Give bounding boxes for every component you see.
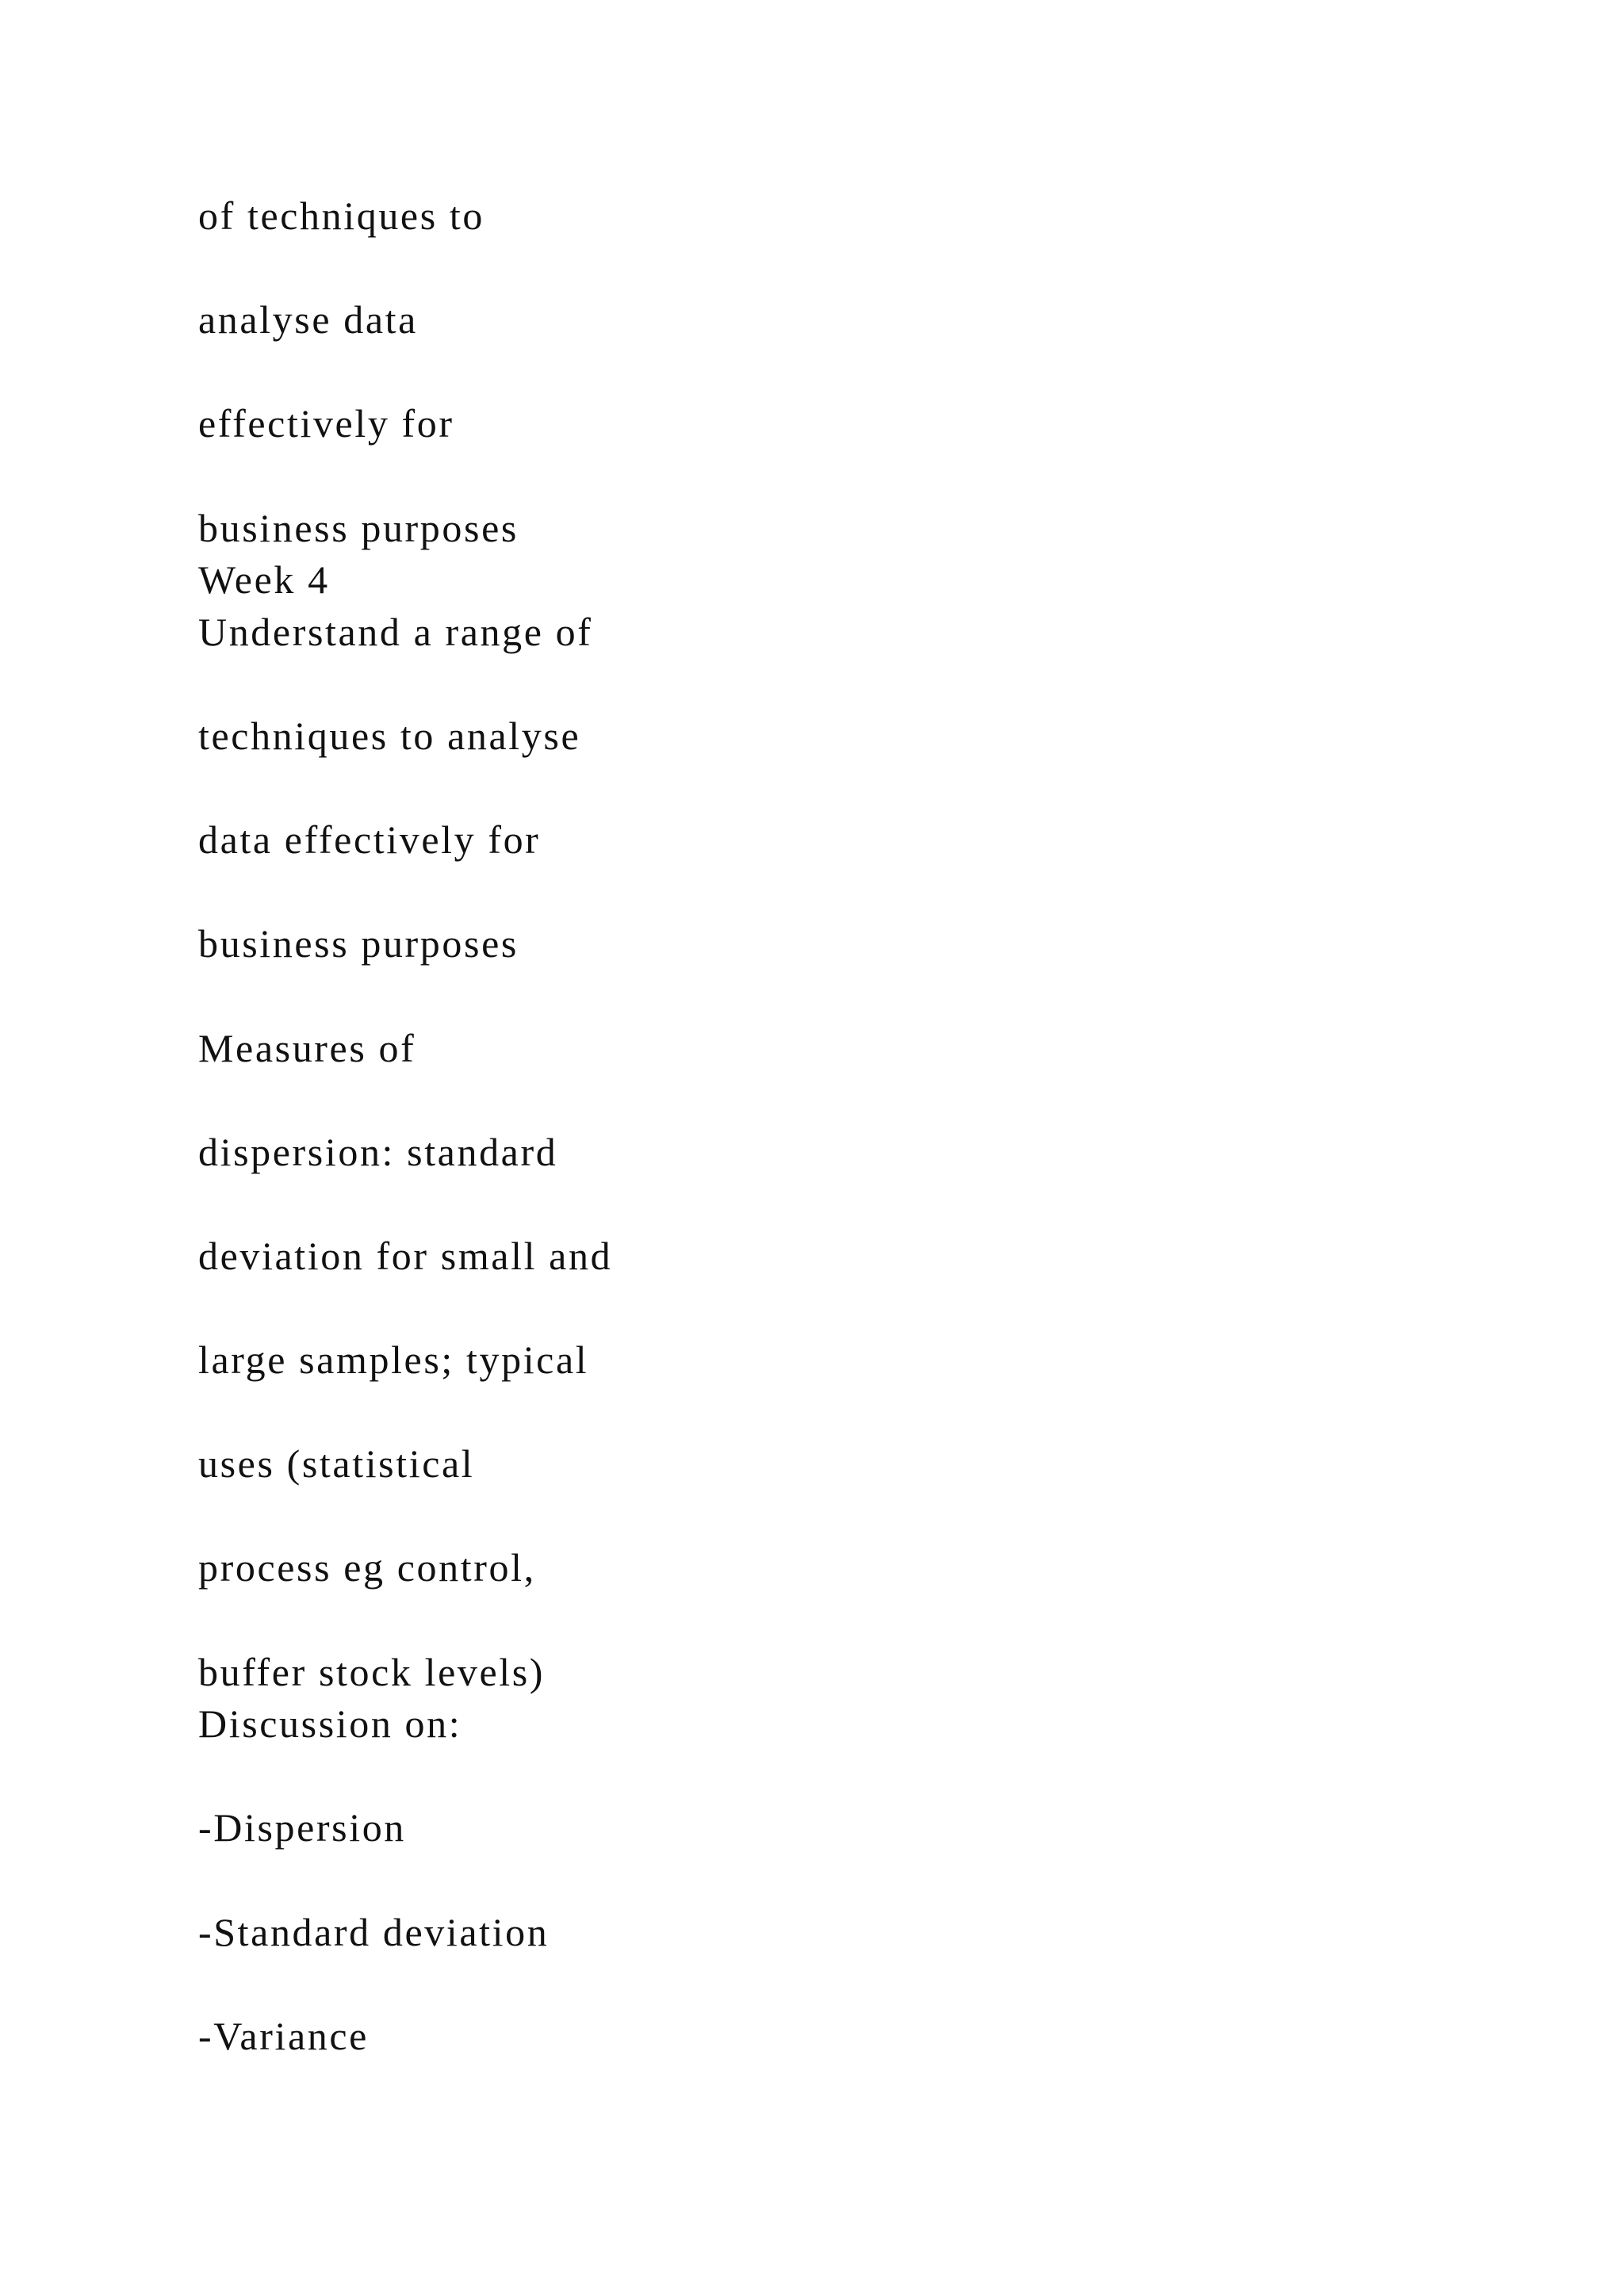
text-line: uses (statistical (198, 1441, 475, 1487)
list-item: -Variance (198, 2013, 369, 2058)
text-line: large samples; typical (198, 1337, 589, 1383)
blank-line (198, 1751, 1467, 1803)
discussion-heading: Discussion on: (198, 1701, 462, 1747)
text-line: buffer stock levels) (198, 1649, 546, 1694)
text-line: data effectively for (198, 817, 541, 863)
blank-line (198, 970, 1467, 1023)
text-line: business purposes (198, 505, 519, 550)
text-line: of techniques to (198, 193, 485, 238)
document-text (198, 190, 1467, 2062)
text-line: process eg control, (198, 1545, 536, 1590)
blank-line (198, 1178, 1467, 1230)
list-item: -Standard deviation (198, 1909, 550, 1954)
blank-line (198, 450, 1467, 503)
blank-line (198, 1594, 1467, 1647)
blank-line (198, 867, 1467, 919)
text-line: analyse data (198, 297, 418, 342)
blank-line (198, 1854, 1467, 1907)
blank-line (198, 1074, 1467, 1127)
blank-line (198, 243, 1467, 295)
week-heading: Week 4 (198, 557, 330, 603)
text-line: Measures of (198, 1025, 416, 1070)
blank-line (198, 1490, 1467, 1543)
text-line: techniques to analyse (198, 713, 581, 758)
blank-line (198, 1282, 1467, 1334)
blank-line (198, 346, 1467, 399)
blank-line (198, 1958, 1467, 2011)
list-item: -Dispersion (198, 1805, 406, 1850)
blank-line (198, 763, 1467, 815)
text-line: effectively for (198, 401, 454, 446)
blank-line (198, 658, 1467, 710)
blank-line (198, 1387, 1467, 1439)
text-line: deviation for small and (198, 1233, 613, 1278)
text-line: business purposes (198, 921, 519, 966)
text-line: Understand a range of (198, 609, 593, 654)
text-line: dispersion: standard (198, 1129, 558, 1174)
